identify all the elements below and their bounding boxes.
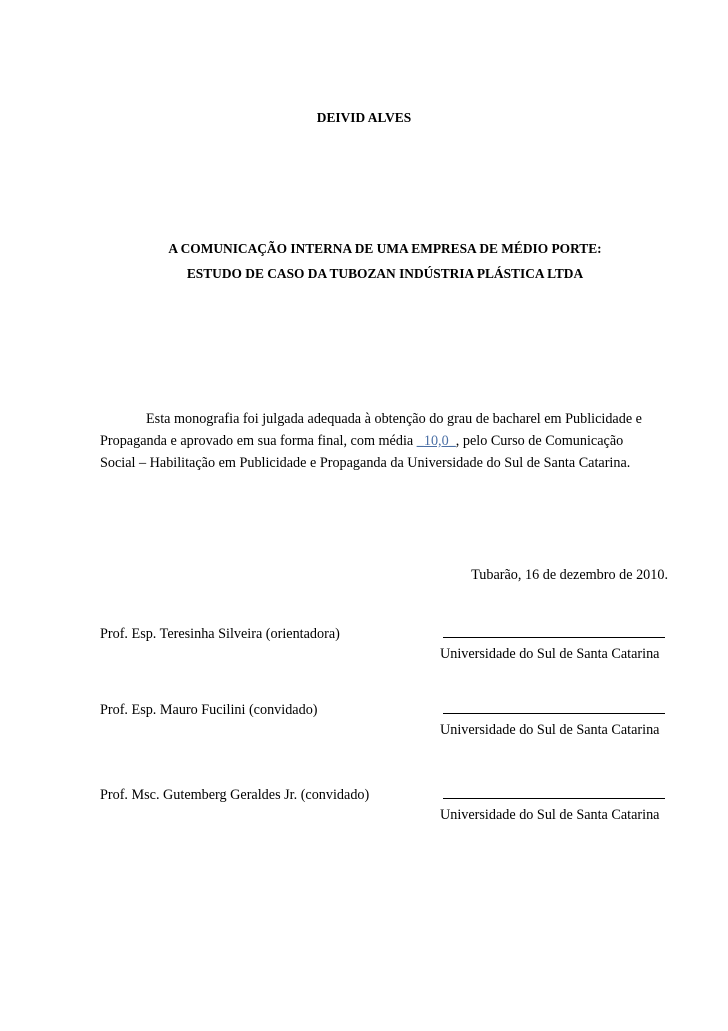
committee-member-name: Prof. Esp. Teresinha Silveira (orientadora)	[100, 626, 340, 642]
approval-statement	[100, 408, 670, 474]
signature-line	[443, 700, 665, 714]
committee-member-institution: Universidade do Sul de Santa Catarina	[440, 722, 660, 738]
grade-value: 10,0	[423, 433, 449, 449]
approval-line-2-start: Propaganda e aprovado em sua forma final, com média	[100, 433, 417, 449]
committee-member-3	[100, 787, 670, 831]
approval-date: Tubarão, 16 de dezembro de 2010.	[471, 567, 668, 583]
final-grade	[417, 433, 456, 449]
committee-member-1	[100, 626, 670, 670]
approval-line-3: Social – Habilitação em Publicidade e Propaganda da Universidade do Sul de Santa Catarina.	[100, 455, 631, 471]
title-line-1: A COMUNICAÇÃO INTERNA DE UMA EMPRESA DE MÉDIO PORTE:	[168, 241, 602, 256]
committee-member-institution: Universidade do Sul de Santa Catarina	[440, 807, 660, 823]
committee-member-institution: Universidade do Sul de Santa Catarina	[440, 646, 660, 662]
approval-line-2	[100, 430, 670, 452]
author-name: DEIVID ALVES	[316, 110, 412, 125]
approval-line-2-end: , pelo Curso de Comunicação	[455, 433, 624, 449]
thesis-title	[100, 236, 670, 286]
committee-member-name: Prof. Esp. Mauro Fucilini (convidado)	[100, 702, 318, 718]
grade-prefix: _	[416, 433, 424, 449]
committee-member-name: Prof. Msc. Gutemberg Geraldes Jr. (convidado)	[100, 787, 370, 803]
signature-line	[443, 785, 665, 799]
grade-suffix: _	[448, 433, 456, 449]
title-line-2: ESTUDO DE CASO DA TUBOZAN INDÚSTRIA PLÁSTICA LTDA	[186, 266, 584, 281]
signature-line	[443, 624, 665, 638]
approval-line-1: Esta monografia foi julgada adequada à obtenção do grau de bacharel em Publicidade e	[146, 411, 642, 427]
committee-member-2	[100, 702, 670, 746]
